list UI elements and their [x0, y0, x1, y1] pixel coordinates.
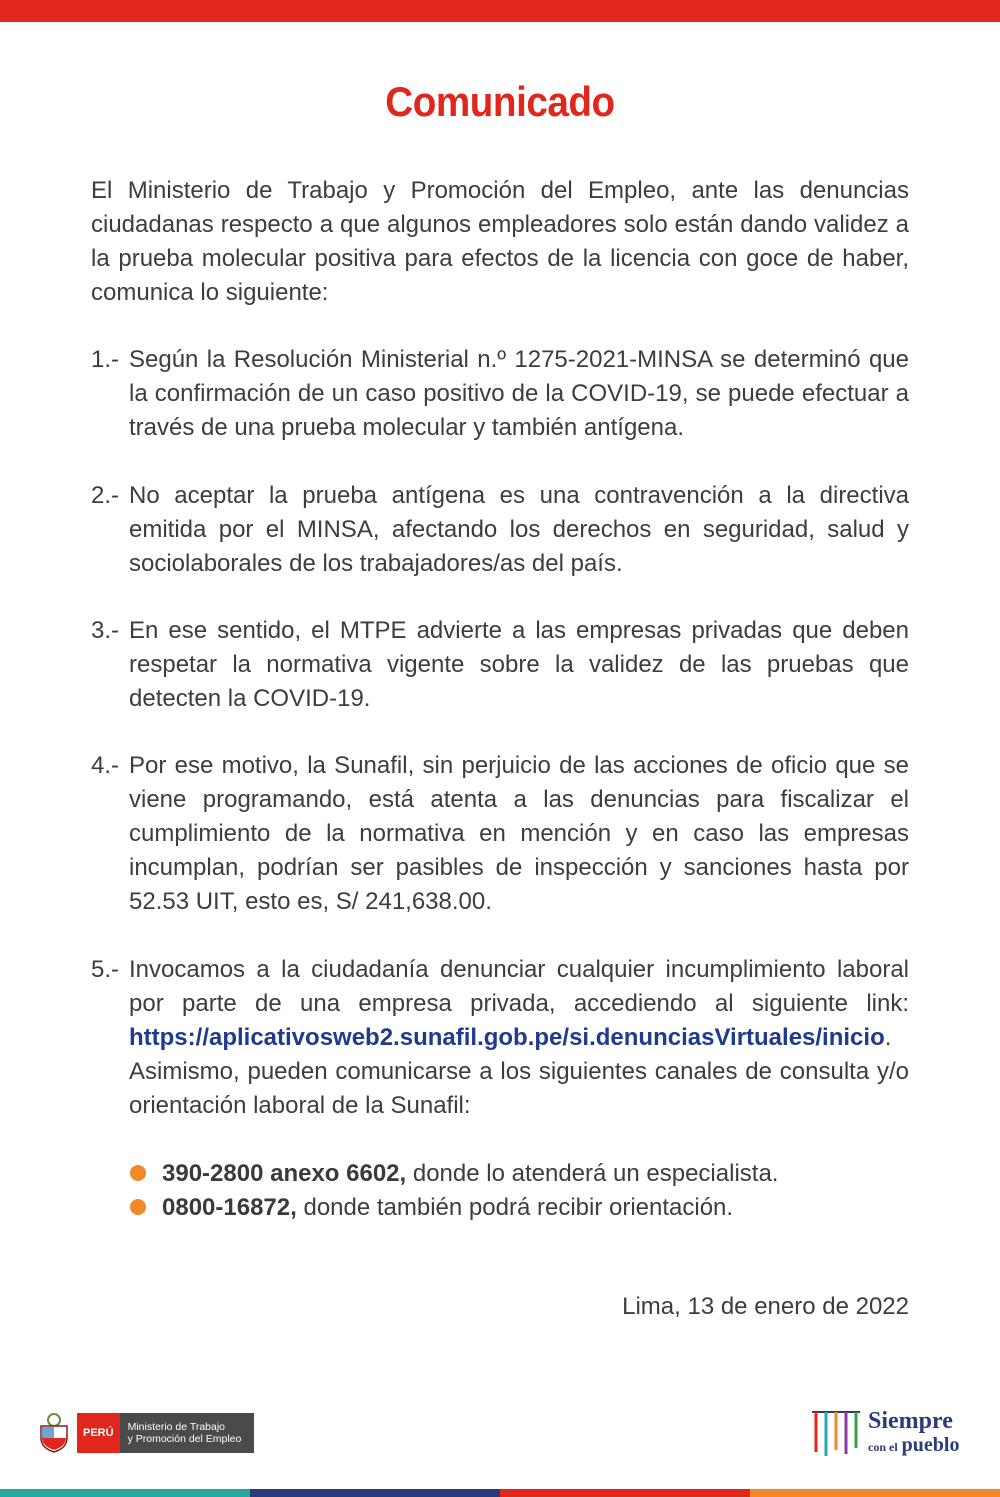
list-item-2 [91, 479, 909, 581]
bullet-text: donde también podrá recibir orientación. [296, 1194, 734, 1221]
siempre-con-el-pueblo-logo [808, 1404, 968, 1464]
list-item-1 [91, 343, 909, 445]
item-text: No aceptar la prueba antígena es una contravención a la directiva emitida por el MINSA, afectando los derechos en seguridad, salud y sociolaborales de los trabajadores/as del país. [129, 482, 909, 577]
slogan-big: Siempre [868, 1408, 953, 1434]
denuncias-link[interactable]: https://aplicativosweb2.sunafil.gob.pe/si.denunciasVirtuales/inicio [129, 1024, 885, 1051]
colorful-figures-icon [808, 1404, 864, 1464]
top-red-bar [0, 0, 1000, 22]
item-text-after: . Asimismo, pueden comunicarse a los siguientes canales de consulta y/o orientación laboral de la Sunafil: [129, 1024, 909, 1119]
bottom-color-stripes [0, 1489, 1000, 1497]
item-text: En ese sentido, el MTPE advierte a las empresas privadas que deben respetar la normativa vigente sobre la validez de las pruebas que detecten la COVID-19. [129, 617, 909, 712]
bullet-item [127, 1157, 907, 1191]
stripe-navy [250, 1489, 500, 1497]
coat-of-arms-icon [35, 1412, 73, 1454]
phone-number: 390-2800 anexo 6602, [162, 1160, 407, 1187]
item-text [129, 953, 909, 1123]
item-number: 1.- [91, 346, 120, 373]
stripe-orange [750, 1489, 1000, 1497]
bullet-text: donde lo atenderá un especialista. [406, 1160, 779, 1187]
page-title: Comunicado [385, 78, 615, 125]
item-number: 3.- [91, 617, 120, 644]
item-number: 2.- [91, 482, 120, 509]
item-text: Por ese motivo, la Sunafil, sin perjuicio de las acciones de oficio que se viene programando, está atenta a las denuncias para fiscalizar el cumplimiento de la normativa en mención y en caso las empresas incumplan, podrían ser pasibles de inspección y sanciones hasta por 52.53 UIT, esto es, S/ 241,638.00. [129, 752, 909, 915]
ministry-name [120, 1413, 254, 1453]
item-text-before: Invocamos a la ciudadanía denunciar cualquier incumplimiento laboral por parte de una empresa privada, accediendo al siguiente link: [129, 956, 909, 1017]
stripe-teal [0, 1489, 250, 1497]
slogan-bold: pueblo [901, 1434, 960, 1456]
item-number: 4.- [91, 752, 120, 779]
bullet-item [127, 1191, 907, 1225]
peru-label: PERÚ [77, 1413, 120, 1453]
slogan-small: con el [868, 1440, 898, 1454]
list-item-3 [91, 614, 909, 716]
contact-bullets [127, 1157, 907, 1225]
item-text: Según la Resolución Ministerial n.º 1275-2021-MINSA se determinó que la confirmación de un caso positivo de la COVID-19, se puede efectuar a través de una prueba molecular y también antígena. [129, 346, 909, 441]
ministry-logo [35, 1410, 254, 1455]
ministry-line-1: Ministerio de Trabajo [127, 1420, 226, 1433]
stripe-red [500, 1489, 750, 1497]
item-number: 5.- [91, 956, 120, 983]
intro-paragraph: El Ministerio de Trabajo y Promoción del Empleo, ante las denuncias ciudadanas respecto a que algunos empleadores solo están dando validez a la prueba molecular positiva para efectos de la licencia con goce de haber, comunica lo siguiente: [91, 177, 909, 306]
list-item-5 [91, 953, 909, 1123]
bullet-dot-icon [130, 1165, 146, 1181]
phone-number: 0800-16872, [162, 1194, 297, 1221]
date-line: Lima, 13 de enero de 2022 [622, 1293, 909, 1320]
ministry-line-2: y Promoción del Empleo [127, 1432, 242, 1445]
list-item-4 [91, 749, 909, 919]
bullet-dot-icon [130, 1199, 146, 1215]
